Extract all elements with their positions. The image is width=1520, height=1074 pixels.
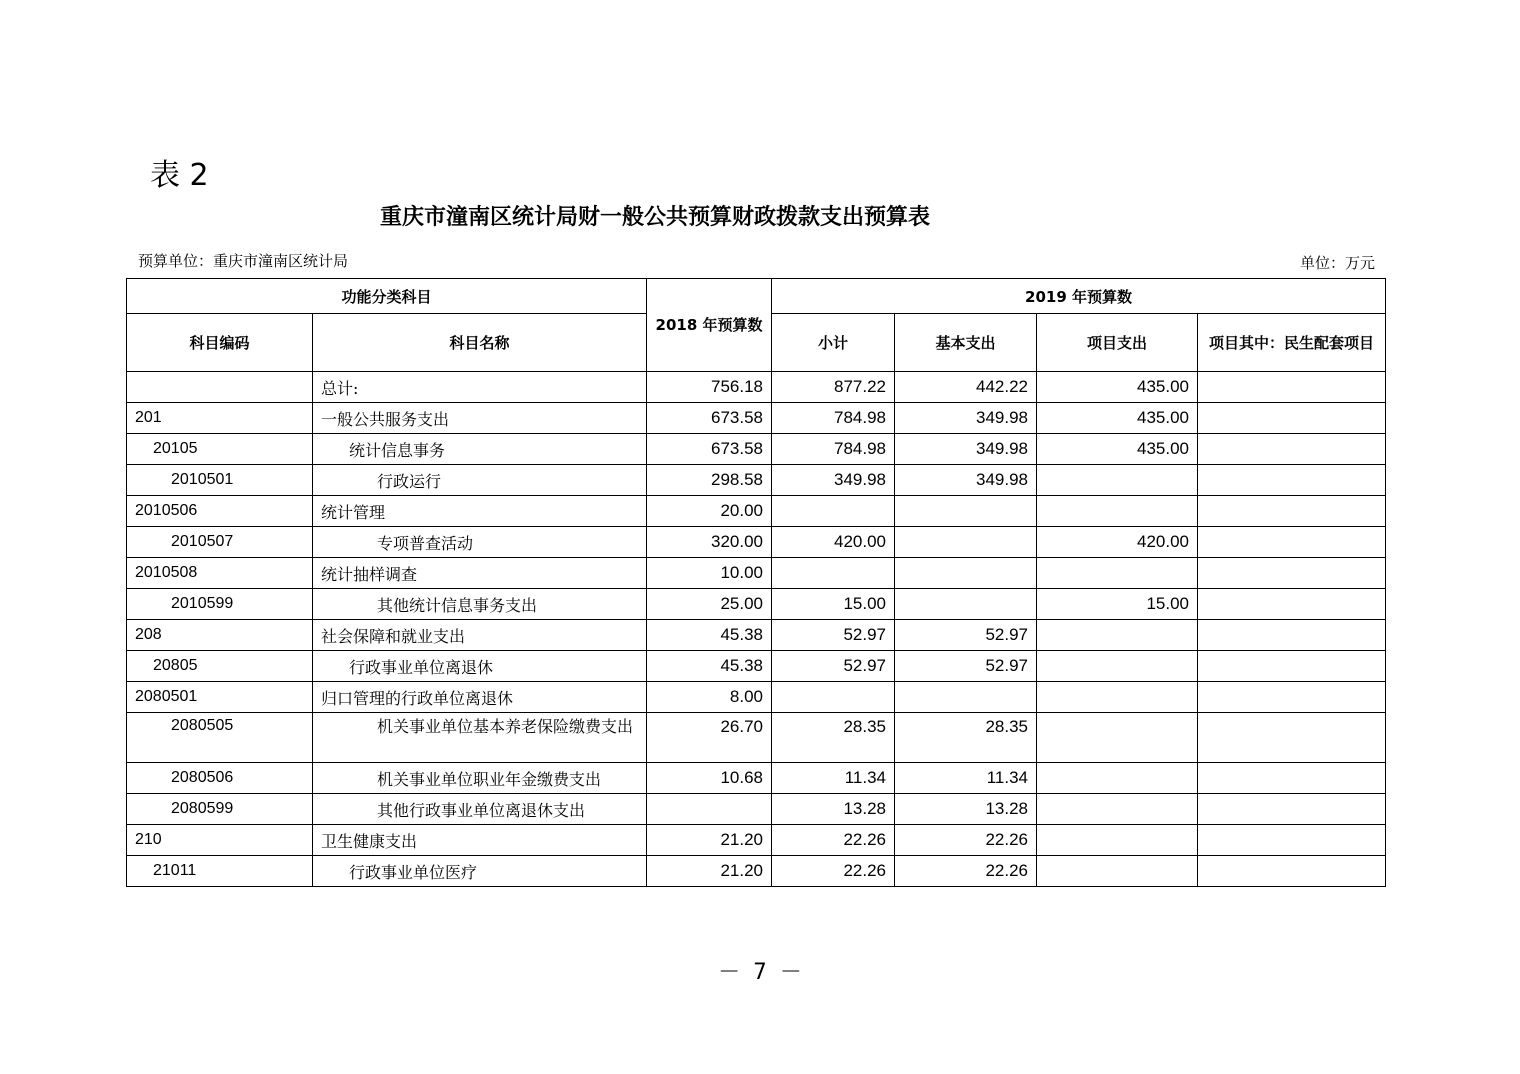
table-row — [127, 496, 1386, 527]
cell-livelihood — [1198, 763, 1386, 794]
cell-subtotal: 13.28 — [772, 794, 895, 825]
cell-basic — [895, 558, 1037, 589]
cell-name: 其他统计信息事务支出 — [313, 589, 647, 620]
cell-subtotal — [772, 558, 895, 589]
header-code: 科目编码 — [127, 314, 313, 372]
header-name: 科目名称 — [313, 314, 647, 372]
cell-livelihood — [1198, 403, 1386, 434]
cell-basic — [895, 527, 1037, 558]
cell-code: 2010501 — [127, 465, 313, 496]
header-budget-2018: 2018 年预算数 — [647, 279, 772, 372]
cell-code — [127, 372, 313, 403]
cell-basic: 442.22 — [895, 372, 1037, 403]
cell-basic — [895, 589, 1037, 620]
cell-basic: 22.26 — [895, 825, 1037, 856]
cell-code: 2080501 — [127, 682, 313, 713]
cell-code: 2010599 — [127, 589, 313, 620]
cell-budget-2018: 673.58 — [647, 403, 772, 434]
cell-project — [1037, 682, 1198, 713]
cell-code: 2010508 — [127, 558, 313, 589]
table-row — [127, 527, 1386, 558]
page-number: － 7 － — [718, 960, 802, 985]
cell-name: 行政事业单位医疗 — [313, 856, 647, 887]
cell-name: 统计信息事务 — [313, 434, 647, 465]
cell-subtotal: 28.35 — [772, 713, 895, 763]
cell-project — [1037, 763, 1198, 794]
currency-unit: 单位：万元 — [1299, 254, 1375, 272]
cell-budget-2018: 20.00 — [647, 496, 772, 527]
cell-code: 20105 — [127, 434, 313, 465]
cell-budget-2018: 25.00 — [647, 589, 772, 620]
cell-name: 行政运行 — [313, 465, 647, 496]
cell-code: 2080505 — [127, 713, 313, 763]
cell-code: 201 — [127, 403, 313, 434]
table-body — [127, 372, 1386, 887]
cell-budget-2018: 10.68 — [647, 763, 772, 794]
cell-budget-2018: 673.58 — [647, 434, 772, 465]
cell-budget-2018: 21.20 — [647, 856, 772, 887]
cell-basic: 349.98 — [895, 434, 1037, 465]
table-row — [127, 620, 1386, 651]
cell-subtotal: 15.00 — [772, 589, 895, 620]
cell-livelihood — [1198, 620, 1386, 651]
cell-code: 21011 — [127, 856, 313, 887]
cell-basic: 349.98 — [895, 403, 1037, 434]
cell-livelihood — [1198, 558, 1386, 589]
header-livelihood: 项目其中：民生配套项目 — [1198, 314, 1386, 372]
cell-subtotal: 784.98 — [772, 403, 895, 434]
cell-budget-2018: 756.18 — [647, 372, 772, 403]
table-row — [127, 465, 1386, 496]
cell-basic: 22.26 — [895, 856, 1037, 887]
cell-basic: 11.34 — [895, 763, 1037, 794]
cell-subtotal: 877.22 — [772, 372, 895, 403]
cell-budget-2018: 320.00 — [647, 527, 772, 558]
cell-code: 2080599 — [127, 794, 313, 825]
cell-livelihood — [1198, 713, 1386, 763]
header-function-category: 功能分类科目 — [127, 279, 647, 314]
cell-basic — [895, 496, 1037, 527]
header-budget-2019: 2019 年预算数 — [772, 279, 1386, 314]
cell-name: 总计: — [313, 372, 647, 403]
header-project: 项目支出 — [1037, 314, 1198, 372]
cell-project: 435.00 — [1037, 434, 1198, 465]
cell-basic — [895, 682, 1037, 713]
cell-livelihood — [1198, 589, 1386, 620]
cell-subtotal: 22.26 — [772, 825, 895, 856]
cell-code: 2010506 — [127, 496, 313, 527]
cell-basic: 28.35 — [895, 713, 1037, 763]
cell-name: 统计管理 — [313, 496, 647, 527]
cell-budget-2018: 298.58 — [647, 465, 772, 496]
table-row — [127, 651, 1386, 682]
cell-budget-2018: 26.70 — [647, 713, 772, 763]
cell-name: 归口管理的行政单位离退休 — [313, 682, 647, 713]
cell-budget-2018: 45.38 — [647, 620, 772, 651]
cell-name: 社会保障和就业支出 — [313, 620, 647, 651]
cell-code: 208 — [127, 620, 313, 651]
table-row — [127, 825, 1386, 856]
cell-code: 2080506 — [127, 763, 313, 794]
cell-livelihood — [1198, 856, 1386, 887]
cell-livelihood — [1198, 682, 1386, 713]
cell-subtotal: 11.34 — [772, 763, 895, 794]
cell-basic: 349.98 — [895, 465, 1037, 496]
cell-project: 435.00 — [1037, 403, 1198, 434]
cell-budget-2018: 45.38 — [647, 651, 772, 682]
cell-subtotal: 52.97 — [772, 620, 895, 651]
cell-budget-2018: 21.20 — [647, 825, 772, 856]
table-row — [127, 589, 1386, 620]
cell-project: 420.00 — [1037, 527, 1198, 558]
table-row — [127, 856, 1386, 887]
cell-livelihood — [1198, 794, 1386, 825]
cell-budget-2018 — [647, 794, 772, 825]
table-row — [127, 794, 1386, 825]
budget-table — [126, 278, 1386, 887]
cell-name: 机关事业单位基本养老保险缴费支出 — [313, 713, 647, 763]
cell-project — [1037, 558, 1198, 589]
cell-livelihood — [1198, 434, 1386, 465]
table-label: 表 2 — [150, 158, 209, 193]
cell-basic: 13.28 — [895, 794, 1037, 825]
document-title: 重庆市潼南区统计局财一般公共预算财政拨款支出预算表 — [379, 204, 930, 230]
cell-livelihood — [1198, 527, 1386, 558]
cell-project — [1037, 651, 1198, 682]
cell-project — [1037, 465, 1198, 496]
cell-budget-2018: 8.00 — [647, 682, 772, 713]
cell-livelihood — [1198, 825, 1386, 856]
cell-name: 卫生健康支出 — [313, 825, 647, 856]
cell-project: 15.00 — [1037, 589, 1198, 620]
cell-project — [1037, 794, 1198, 825]
cell-project — [1037, 496, 1198, 527]
cell-subtotal: 784.98 — [772, 434, 895, 465]
cell-subtotal: 349.98 — [772, 465, 895, 496]
cell-subtotal — [772, 682, 895, 713]
header-basic: 基本支出 — [895, 314, 1037, 372]
cell-name: 专项普查活动 — [313, 527, 647, 558]
table-row — [127, 403, 1386, 434]
cell-livelihood — [1198, 651, 1386, 682]
table-row — [127, 372, 1386, 403]
cell-name: 机关事业单位职业年金缴费支出 — [313, 763, 647, 794]
table-row — [127, 558, 1386, 589]
budget-unit: 预算单位：重庆市潼南区统计局 — [138, 252, 349, 270]
table-row — [127, 434, 1386, 465]
cell-basic: 52.97 — [895, 620, 1037, 651]
cell-name: 统计抽样调查 — [313, 558, 647, 589]
header-subtotal: 小计 — [772, 314, 895, 372]
table-row — [127, 713, 1386, 763]
cell-project — [1037, 856, 1198, 887]
cell-livelihood — [1198, 496, 1386, 527]
cell-code: 2010507 — [127, 527, 313, 558]
cell-subtotal: 420.00 — [772, 527, 895, 558]
cell-project — [1037, 825, 1198, 856]
cell-project — [1037, 713, 1198, 763]
cell-code: 210 — [127, 825, 313, 856]
cell-project — [1037, 620, 1198, 651]
cell-project: 435.00 — [1037, 372, 1198, 403]
cell-livelihood — [1198, 465, 1386, 496]
cell-name: 行政事业单位离退休 — [313, 651, 647, 682]
cell-livelihood — [1198, 372, 1386, 403]
cell-name: 一般公共服务支出 — [313, 403, 647, 434]
cell-name: 其他行政事业单位离退休支出 — [313, 794, 647, 825]
cell-basic: 52.97 — [895, 651, 1037, 682]
cell-subtotal: 52.97 — [772, 651, 895, 682]
cell-budget-2018: 10.00 — [647, 558, 772, 589]
cell-subtotal — [772, 496, 895, 527]
cell-subtotal: 22.26 — [772, 856, 895, 887]
cell-code: 20805 — [127, 651, 313, 682]
table-row — [127, 763, 1386, 794]
table-row — [127, 682, 1386, 713]
